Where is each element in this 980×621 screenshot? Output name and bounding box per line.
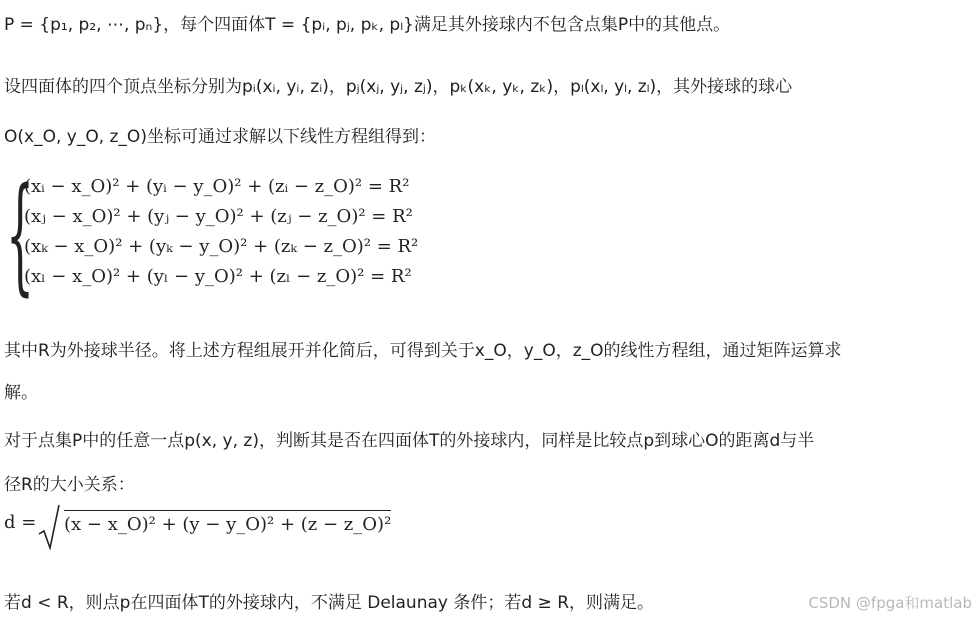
equation-1: (xᵢ − x_O)² + (yᵢ − y_O)² + (zᵢ − z_O)² = R² <box>24 176 410 197</box>
distance-radicand: (x − x_O)² + (y − y_O)² + (z − z_O)² <box>64 510 391 535</box>
paragraph-1: P = {p₁, p₂, ⋯, pₙ}，每个四面体T = {pᵢ, pⱼ, pₖ, pₗ}满足其外接球内不包含点集P中的其他点。 <box>4 15 731 35</box>
equation-4: (xₗ − x_O)² + (yₗ − y_O)² + (zₗ − z_O)² = R² <box>24 266 412 287</box>
paragraph-4-line-1: 对于点集P中的任意一点p(x, y, z)，判断其是否在四面体T的外接球内，同样是比较点p到球心O的距离d与半 <box>4 431 815 451</box>
paragraph-3-line-2: 解。 <box>4 383 38 403</box>
paragraph-3-line-1: 其中R为外接球半径。将上述方程组展开并化简后，可得到关于x_O，y_O，z_O的线性方程组，通过矩阵运算求 <box>4 341 842 361</box>
paragraph-4-line-2: 径R的大小关系： <box>4 475 135 495</box>
equation-2: (xⱼ − x_O)² + (yⱼ − y_O)² + (zⱼ − z_O)² = R² <box>24 206 413 227</box>
paragraph-2-line-2: O(x_O, y_O, z_O)坐标可通过求解以下线性方程组得到： <box>4 127 436 147</box>
equation-3: (xₖ − x_O)² + (yₖ − y_O)² + (zₖ − z_O)² = R² <box>24 236 419 257</box>
distance-lhs: d = <box>4 512 37 533</box>
watermark: CSDN @fpga和matlab <box>808 594 972 612</box>
paragraph-5: 若d < R，则点p在四面体T的外接球内，不满足 Delaunay 条件；若d ≥ R，则满足。 <box>4 593 655 613</box>
paragraph-2-line-1: 设四面体的四个顶点坐标分别为pᵢ(xᵢ, yᵢ, zᵢ)，pⱼ(xⱼ, yⱼ, zⱼ)，pₖ(xₖ, yₖ, zₖ)，pₗ(xₗ, yₗ, zₗ)，其外接球的球心 <box>4 77 793 97</box>
square-root-icon <box>38 504 60 550</box>
left-brace-icon: { <box>6 161 35 308</box>
